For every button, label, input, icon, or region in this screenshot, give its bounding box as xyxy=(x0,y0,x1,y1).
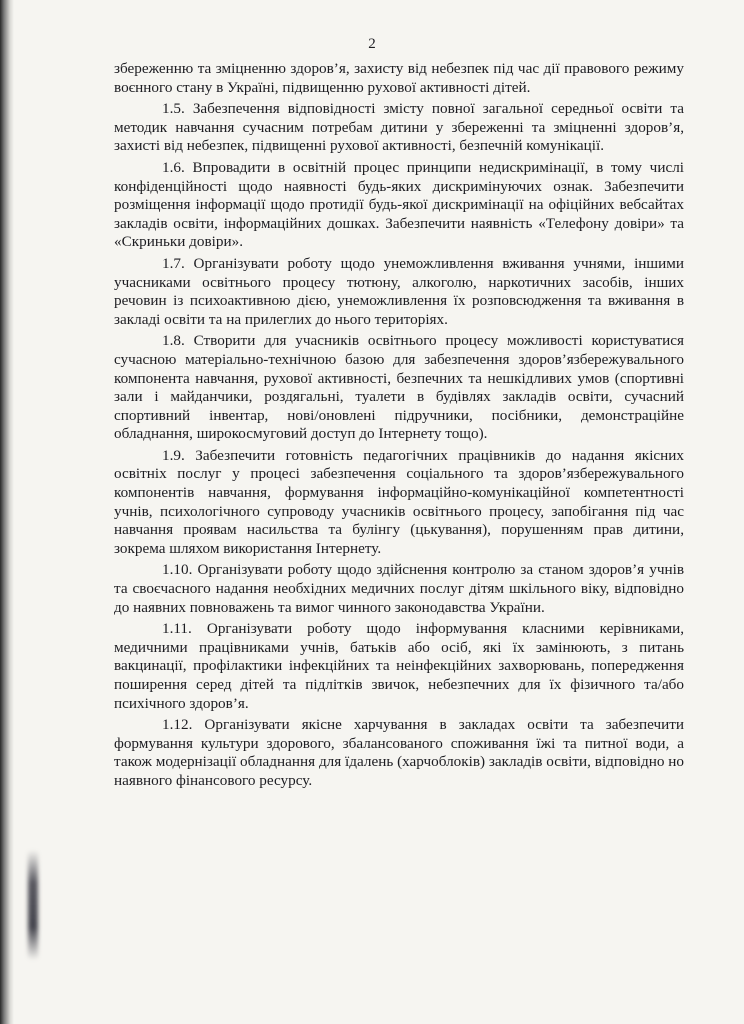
paragraph-1-9: 1.9. Забезпечити готовність педагогічних працівників до надання якісних освітніх послуг у процесі забезпечення соціального та здоров’язбережувального компонентів навчання, формування інформаційно-комунікаційної компетентності учнів, психологічного супроводу учасників освітнього процесу, запобігання під час навчання проявам насильства та булінгу (цькування), порушенням прав дитини, зокрема шляхом використання Інтернету. xyxy=(114,446,684,557)
paragraph-1-5: 1.5. Забезпечення відповідності змісту повної загальної середньої освіти та методик навчання сучасним потребам дитини у збереженні та зміцненні здоров’я, захисті від небезпек, підвищенні рухової активності, безпечній комунікації. xyxy=(114,100,684,155)
scan-smudge xyxy=(28,850,38,960)
paragraph-1-12: 1.12. Організувати якісне харчування в закладах освіти та забезпечити формування культури здорового, збалансованого споживання їжі та питної води, а також модернізації обладнання для їдалень (харчоблоків) закладів освіти, відповідно но наявного фінансового ресурсу. xyxy=(114,716,684,789)
paragraph-1-8: 1.8. Створити для учасників освітнього процесу можливості користуватися сучасною матеріально-технічною базою для забезпечення здоров’язбережувального компонента навчання, рухової активності, безпечних та нешкідливих умов (спортивні зали і майданчики, роздягальні, туалети в будівлях закладів освіти, сучасний спортивний інвентар, нові/оновлені підручники, посібники, демонстраційне обладнання, широкосмуговий доступ до Інтернету тощо). xyxy=(114,332,684,443)
paragraph-continuation: збереженню та зміцненню здоров’я, захисту від небезпек під час дії правового режиму воєнного стану в Україні, підвищенню рухової активності дітей. xyxy=(114,60,684,96)
scan-edge-shadow xyxy=(0,0,14,1024)
paragraph-1-7: 1.7. Організувати роботу щодо унеможливлення вживання учнями, іншими учасниками освітнього процесу тютюну, алкоголю, наркотичних засобів, інших речовин із психоактивною дією, унеможливлення їх розповсюдження та вживання в закладі освіти та на прилеглих до нього територіях. xyxy=(114,254,684,328)
paragraph-1-11: 1.11. Організувати роботу щодо інформування класними керівниками, медичними працівниками учнів, батьків або осіб, які їх замінюють, з питань вакцинації, профілактики інфекційних та неінфекційних захворювань, попередження поширення серед дітей та підлітків звичок, небезпечних для їх фізичного та/або психічного здоров’я. xyxy=(114,620,684,712)
page-number: 2 xyxy=(368,36,376,52)
paragraph-1-10: 1.10. Організувати роботу щодо здійснення контролю за станом здоров’я учнів та своєчасного надання необхідних медичних послуг дітям шкільного віку, відповідно до наявних повноважень та вимог чинного законодавства України. xyxy=(114,561,684,616)
paragraph-1-6: 1.6. Впровадити в освітній процес принципи недискримінації, в тому числі конфіденційності щодо наявності будь-яких дискримінуючих ознак. Забезпечити розміщення інформації щодо протидії будь-якої дискримінації на офіційних вебсайтах закладів освіти, інформаційних дошках. Забезпечити наявність «Телефону довіри» та «Скриньки довіри». xyxy=(114,158,684,251)
document-body xyxy=(114,60,684,794)
